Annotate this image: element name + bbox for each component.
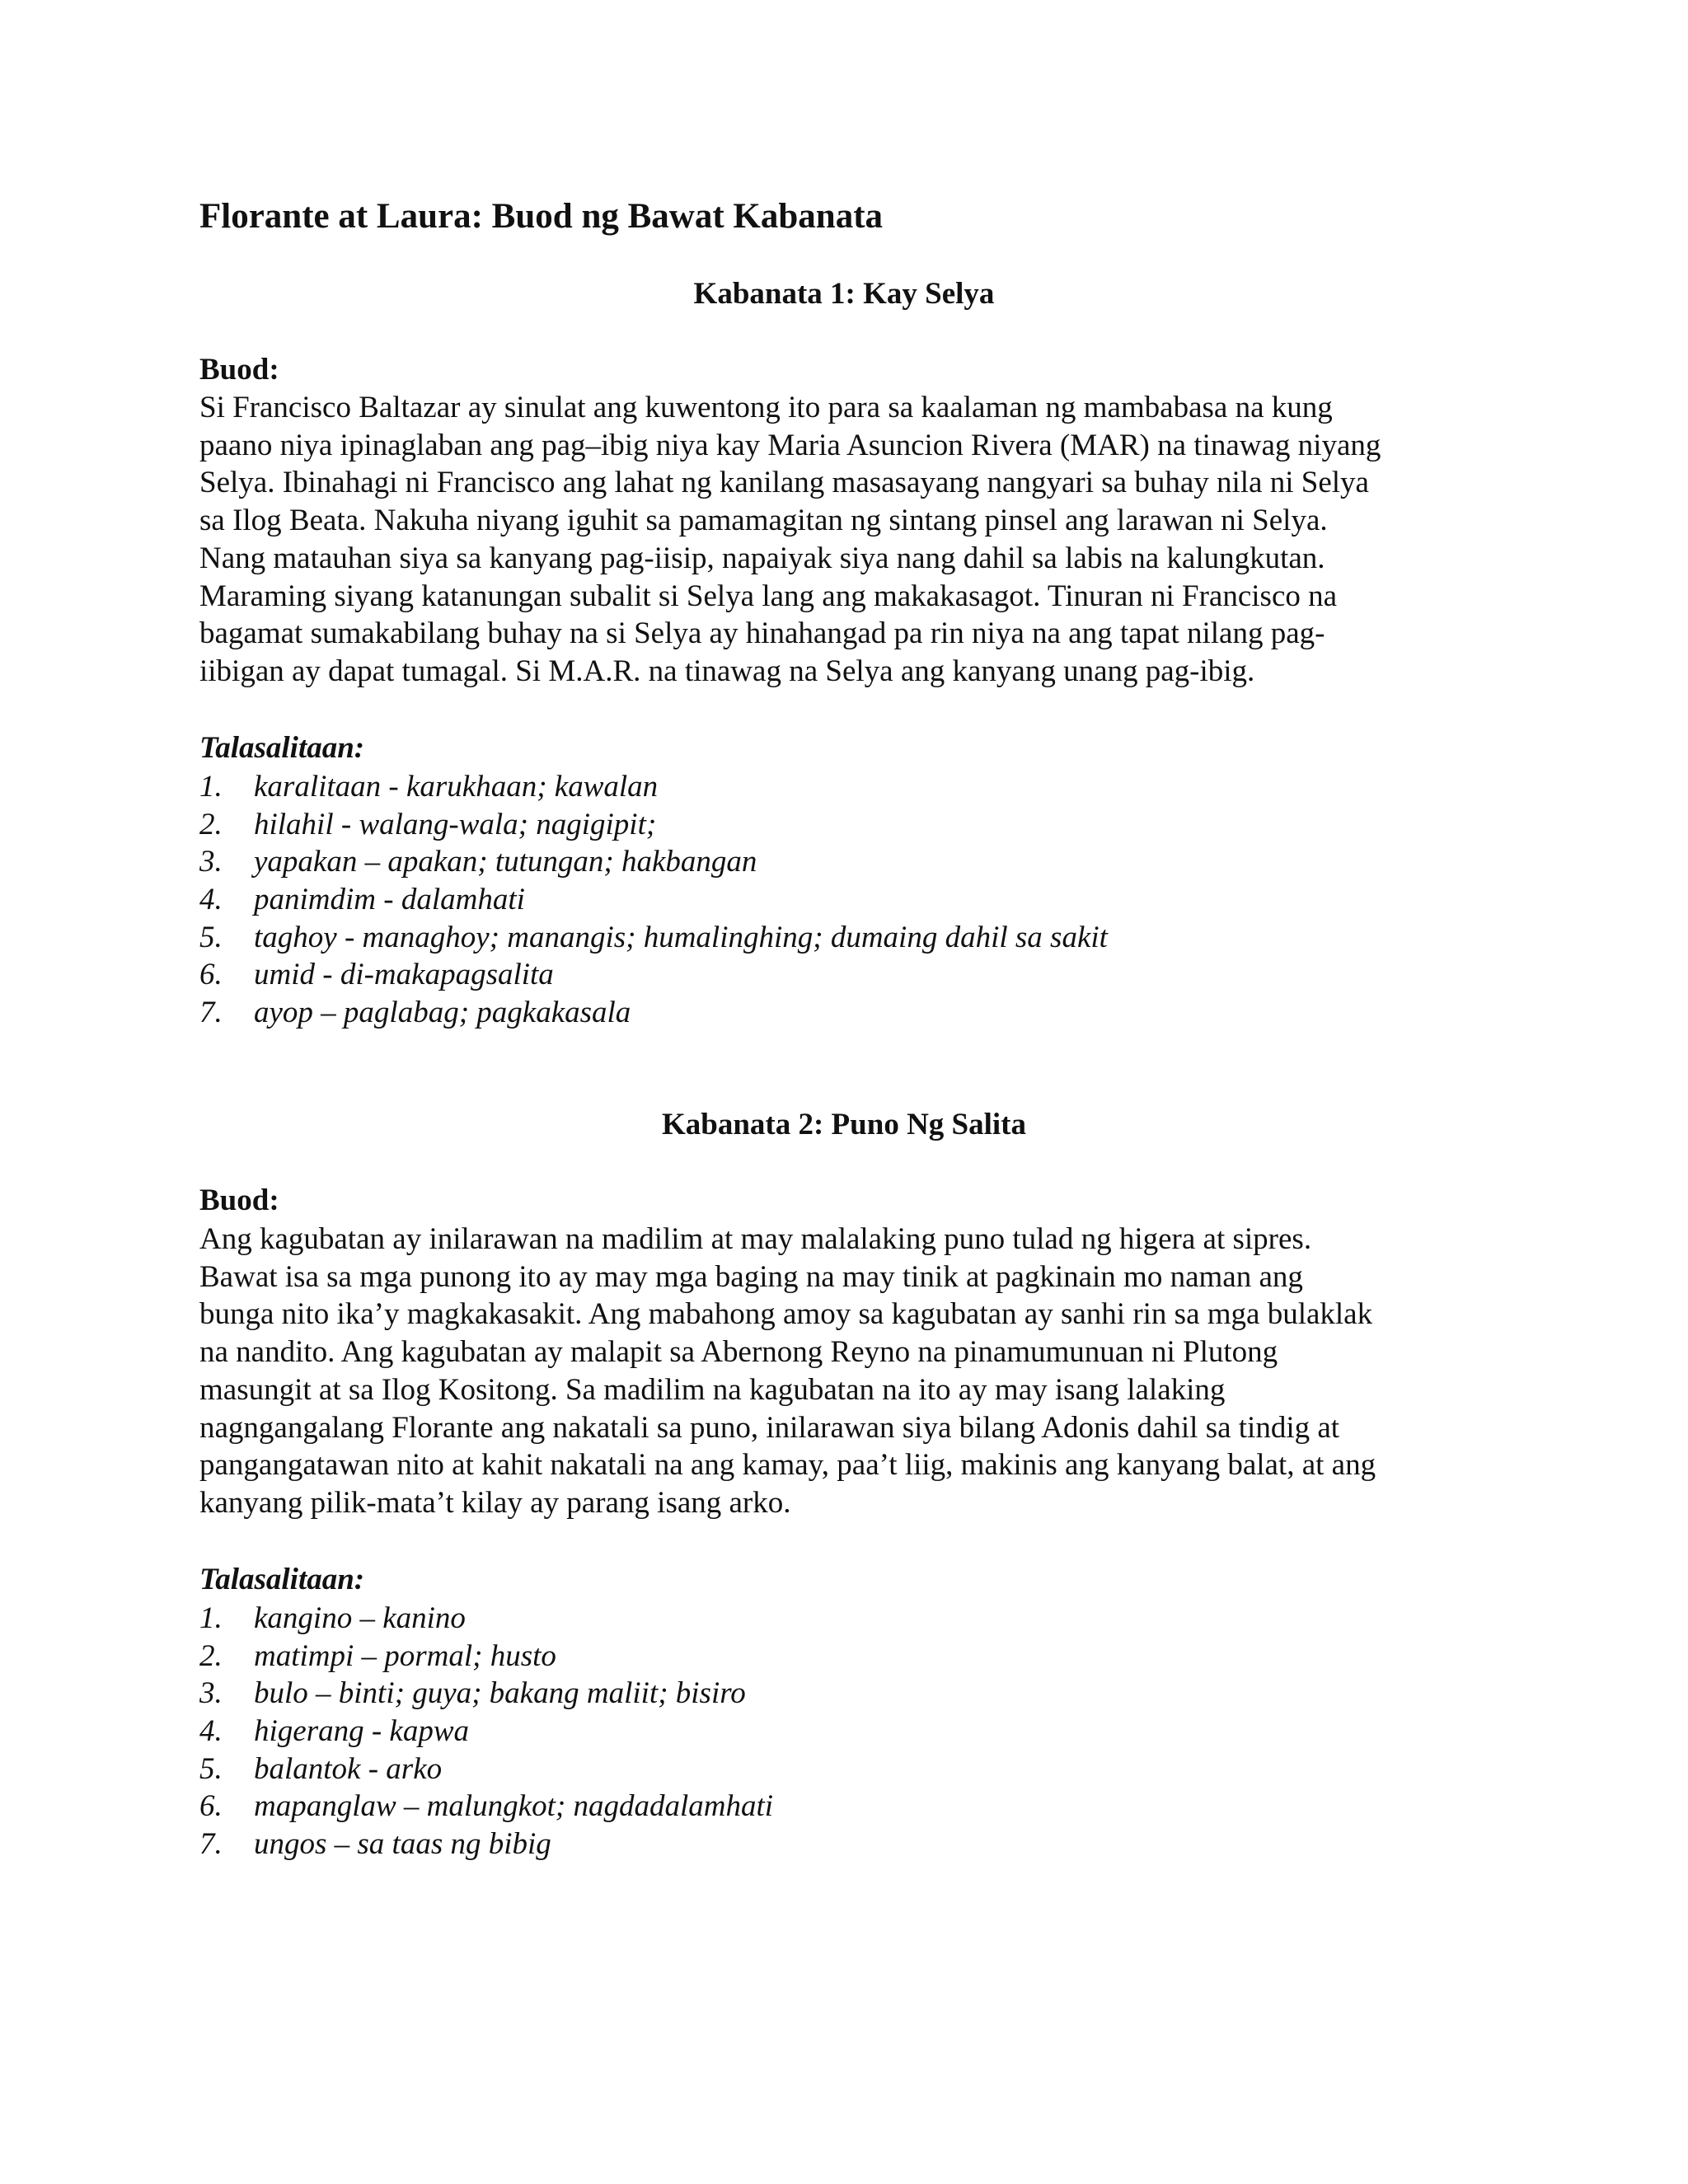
chapter-1-vocab-list: [199, 768, 1108, 1032]
summary-line: Si Francisco Baltazar ay sinulat ang kuwentong ito para sa kaalaman ng mambabasa na kung: [199, 391, 1333, 424]
vocab-item: [199, 1713, 773, 1750]
summary-line: masungit at sa Ilog Kositong. Sa madilim na kagubatan na ito ay may isang lalaking: [199, 1372, 1226, 1407]
summary-line: kanyang pilik-mata’t kilay ay parang isang arko.: [199, 1485, 791, 1520]
vocab-text: ungos – sa taas ng bibig: [254, 1827, 551, 1862]
vocab-text: matimpi – pormal; husto: [254, 1638, 556, 1673]
summary-line: iibigan ay dapat tumagal. Si M.A.R. na tinawag na Selya ang kanyang unang pag-ibig.: [199, 654, 1255, 688]
chapter-1-summary: [199, 389, 1551, 691]
vocab-item: [199, 1675, 773, 1713]
vocab-number: 3.: [199, 1676, 223, 1711]
vocab-item: [199, 1788, 773, 1825]
vocab-item: [199, 768, 1108, 806]
vocab-text: panimdim - dalamhati: [254, 883, 525, 917]
chapter-2-summary: [199, 1221, 1551, 1522]
chapter-1-summary-label: Buod:: [199, 353, 279, 387]
vocab-number: 2.: [199, 807, 223, 841]
vocab-item: [199, 1825, 773, 1863]
vocab-item: [199, 919, 1108, 957]
summary-line: bagamat sumakabilang buhay na si Selya ay hinahangad pa rin niya na ang tapat nilang pag-: [199, 616, 1325, 651]
summary-line: paano niya ipinaglaban ang pag–ibig niya kay Maria Asuncion Rivera (MAR) na tinawag niyang: [199, 428, 1381, 462]
summary-line: nagngangalang Florante ang nakatali sa puno, inilarawan siya bilang Adonis dahil sa tindig at: [199, 1410, 1340, 1445]
vocab-item: [199, 1750, 773, 1788]
vocab-text: mapanglaw – malungkot; nagdadalamhati: [254, 1789, 774, 1824]
vocab-item: [199, 956, 1108, 994]
summary-line: pangangatawan nito at kahit nakatali na ang kamay, paa’t liig, makinis ang kanyang balat, at ang: [199, 1448, 1376, 1483]
chapter-2-vocab-label: Talasalitaan:: [199, 1563, 365, 1596]
vocab-number: 1.: [199, 770, 223, 804]
vocab-number: 6.: [199, 958, 223, 992]
vocab-number: 1.: [199, 1601, 223, 1635]
vocab-item: [199, 843, 1108, 881]
chapter-2-summary-label: Buod:: [199, 1183, 279, 1217]
vocab-text: ayop – paglabag; pagkakasala: [254, 996, 631, 1030]
vocab-number: 7.: [199, 1827, 223, 1862]
chapter-2-vocab-list: [199, 1600, 773, 1863]
vocab-text: balantok - arko: [254, 1751, 443, 1786]
vocab-number: 7.: [199, 996, 223, 1030]
vocab-text: yapakan – apakan; tutungan; hakbangan: [254, 845, 757, 879]
vocab-number: 4.: [199, 883, 223, 917]
vocab-item: [199, 1600, 773, 1638]
vocab-number: 6.: [199, 1789, 223, 1824]
vocab-number: 2.: [199, 1638, 223, 1673]
vocab-text: karalitaan - karukhaan; kawalan: [254, 770, 659, 804]
vocab-item: [199, 1638, 773, 1675]
vocab-text: taghoy - managhoy; manangis; humalinghing; dumaing dahil sa sakit: [254, 920, 1108, 954]
chapter-1-vocab-label: Talasalitaan:: [199, 731, 365, 765]
summary-line: Ang kagubatan ay inilarawan na madilim at may malalaking puno tulad ng higera at sipres.: [199, 1222, 1312, 1256]
chapter-2-heading: Kabanata 2: Puno Ng Salita: [661, 1108, 1026, 1141]
summary-line: Bawat isa sa mga punong ito ay may mga baging na may tinik at pagkinain mo naman ang: [199, 1259, 1303, 1294]
summary-line: Nang matauhan siya sa kanyang pag-iisip, napaiyak siya nang dahil sa labis na kalungkutan.: [199, 541, 1325, 575]
vocab-text: hilahil - walang-wala; nagigipit;: [254, 807, 657, 841]
vocab-item: [199, 994, 1108, 1032]
vocab-text: kangino – kanino: [254, 1601, 466, 1635]
vocab-number: 5.: [199, 920, 223, 954]
vocab-item: [199, 881, 1108, 919]
vocab-number: 3.: [199, 845, 223, 879]
vocab-number: 4.: [199, 1714, 223, 1749]
vocab-number: 5.: [199, 1751, 223, 1786]
document-title: Florante at Laura: Buod ng Bawat Kabanata: [199, 197, 884, 236]
summary-line: na nandito. Ang kagubatan ay malapit sa Abernong Reyno na pinamumunuan ni Plutong: [199, 1335, 1278, 1370]
summary-line: Selya. Ibinahagi ni Francisco ang lahat ng kanilang masasayang nangyari sa buhay nila ni Selya: [199, 466, 1369, 500]
summary-line: Maraming siyang katanungan subalit si Selya lang ang makakasagot. Tinuran ni Francisco na: [199, 579, 1338, 613]
vocab-item: [199, 806, 1108, 844]
vocab-text: higerang - kapwa: [254, 1714, 470, 1749]
vocab-text: bulo – binti; guya; bakang maliit; bisiro: [254, 1676, 746, 1711]
chapter-1-heading: Kabanata 1: Kay Selya: [693, 277, 995, 311]
summary-line: sa Ilog Beata. Nakuha niyang iguhit sa pamamagitan ng sintang pinsel ang larawan ni Selya.: [199, 504, 1328, 538]
summary-line: bunga nito ika’y magkakasakit. Ang mabahong amoy sa kagubatan ay sanhi rin sa mga bulaklak: [199, 1297, 1373, 1332]
vocab-text: umid - di-makapagsalita: [254, 958, 554, 992]
